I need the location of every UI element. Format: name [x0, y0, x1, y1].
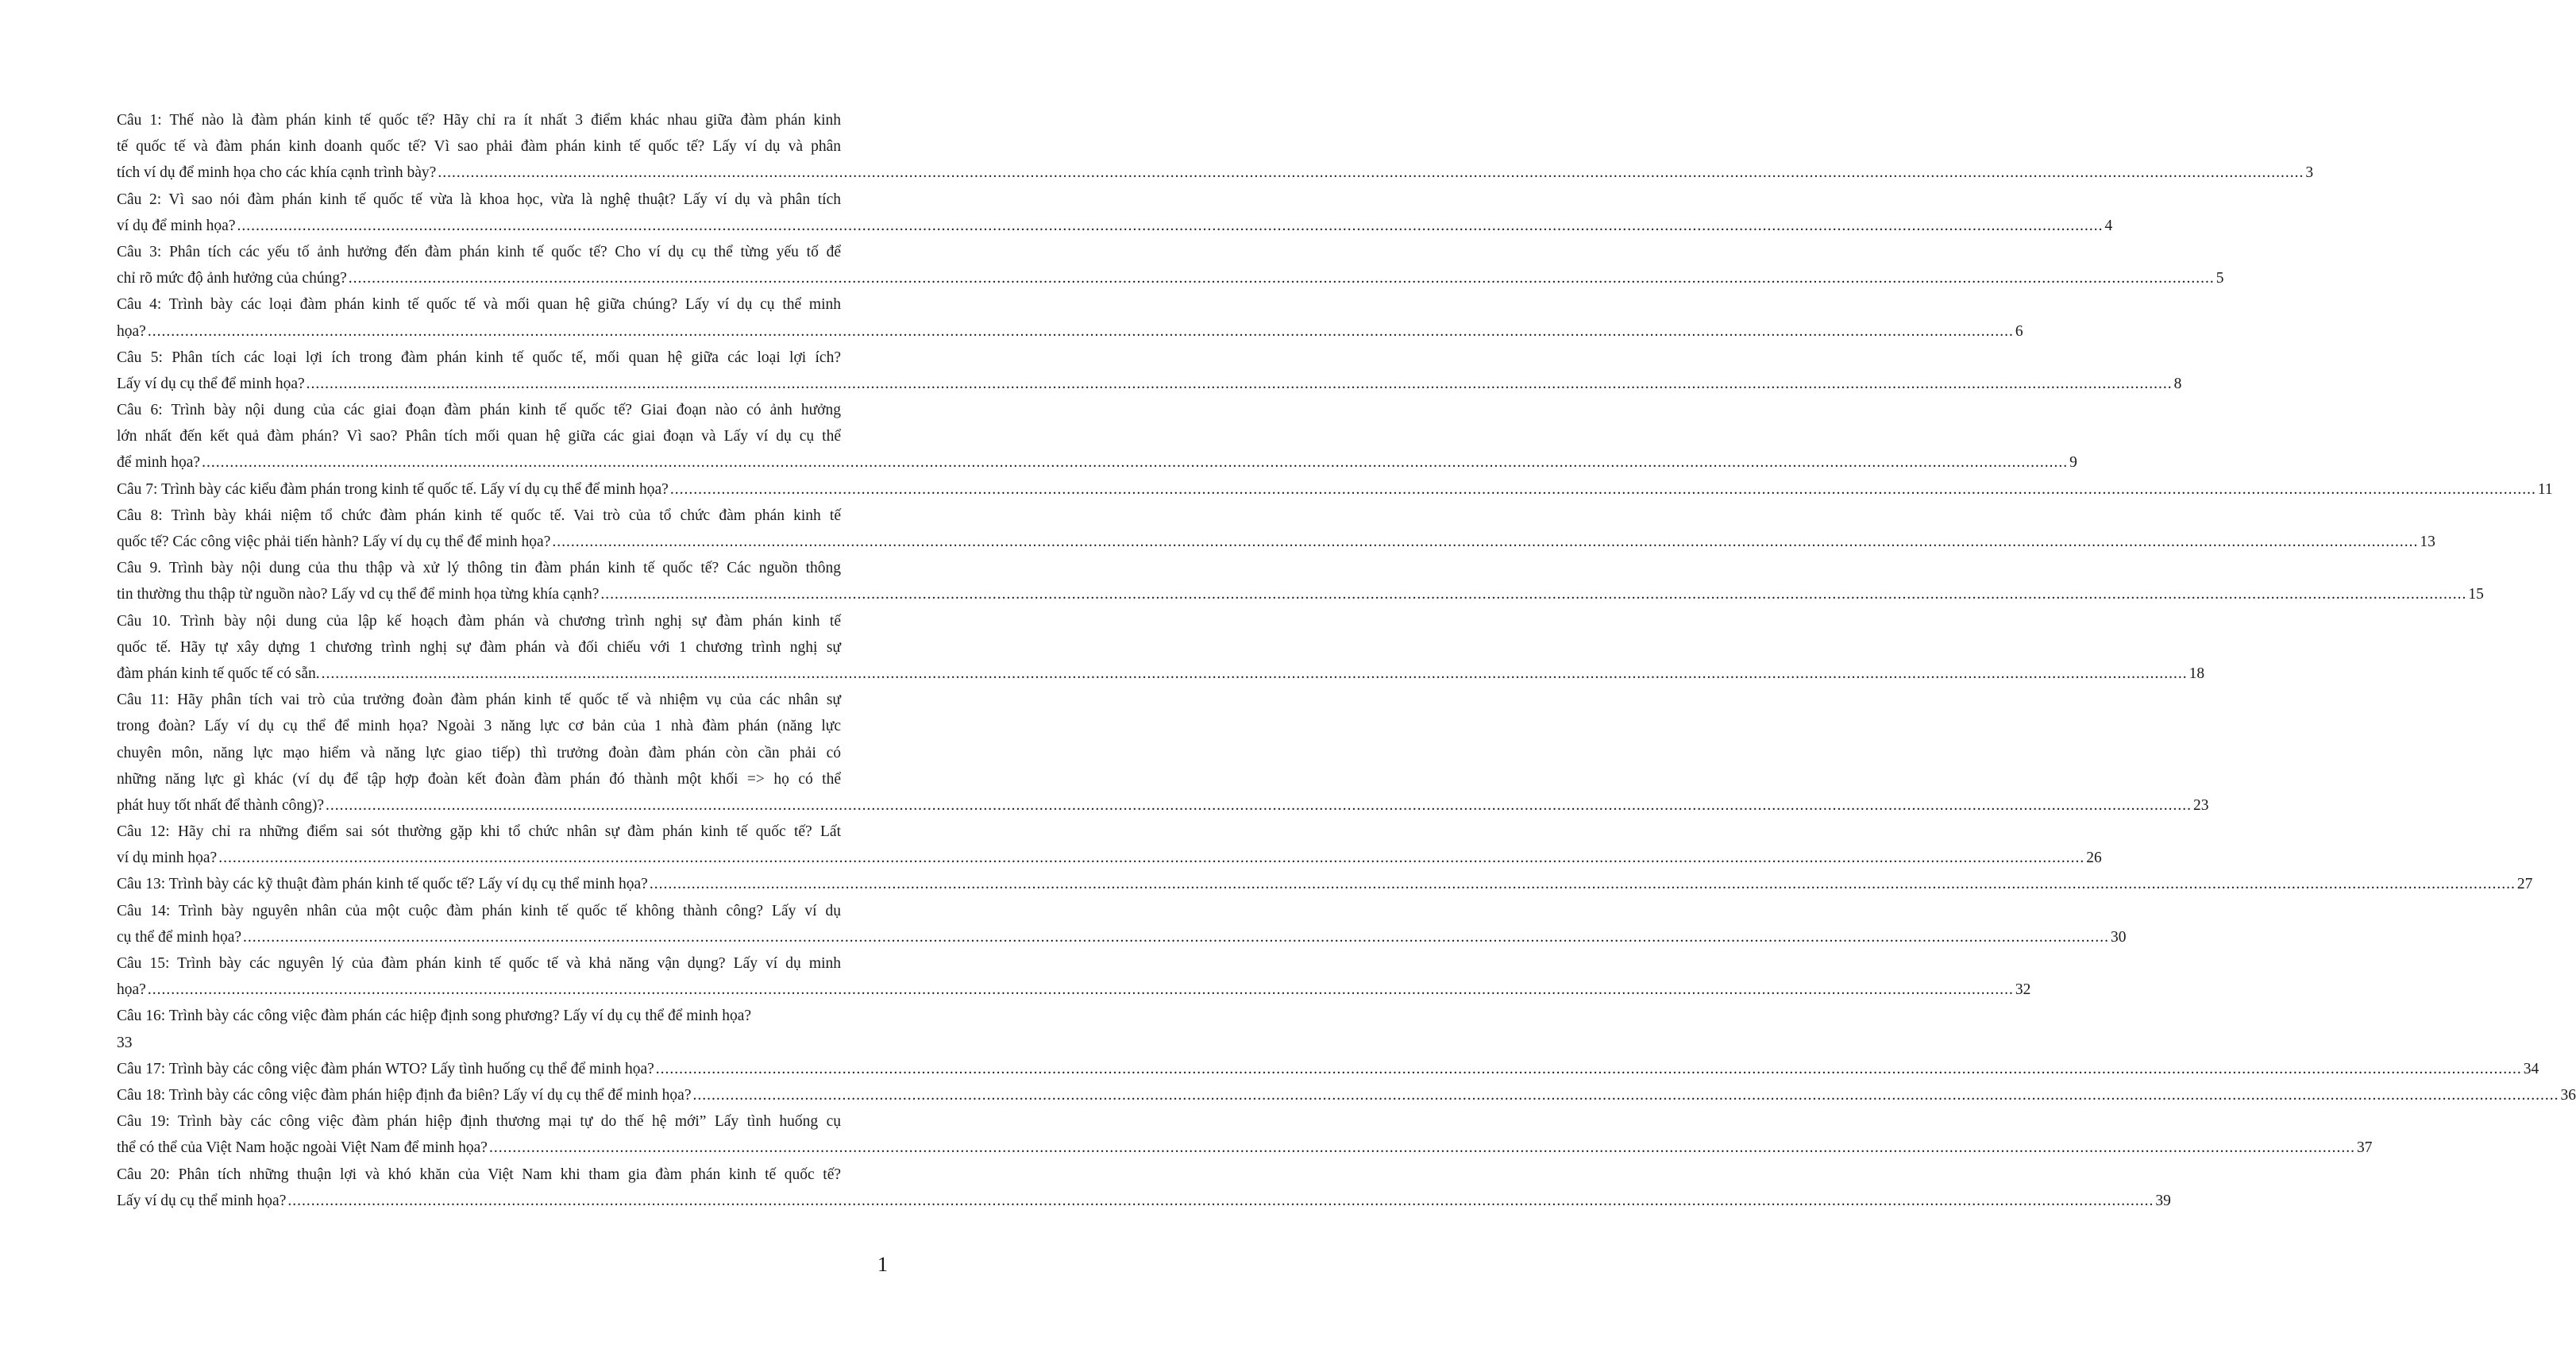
toc-page-number: 6: [2015, 322, 2023, 340]
toc-page-number: 11: [2537, 480, 2553, 498]
toc-entry-final-line: [117, 1056, 2539, 1082]
toc-entry-line: quốc tế. Hãy tự xây dựng 1 chương trình nghị sự đàm phán và đối chiếu với 1 chương trình nghị sự: [117, 638, 841, 656]
toc-entry-final-line: [117, 476, 2553, 503]
toc-entry-final-line: [117, 977, 2031, 1003]
dot-leader: ................................................................................................................................................................................................................................................................................................................................................................................................................: [321, 665, 2188, 682]
toc-page-number: 36: [2560, 1086, 2576, 1104]
toc-entry-final-line: [117, 529, 2435, 555]
toc-page-number: 8: [2173, 375, 2182, 392]
toc-entry[interactable]: [117, 345, 2182, 397]
toc-page-number: 34: [2523, 1060, 2539, 1077]
toc-entry-line: Câu 13: Trình bày các kỹ thuật đàm phán kinh tế quốc tế? Lấy ví dụ cụ thể minh họa?: [117, 876, 648, 893]
toc-entry-line: Câu 7: Trình bày các kiểu đàm phán trong kinh tế quốc tế. Lấy ví dụ cụ thể để minh họa?: [117, 480, 669, 498]
dot-leader: ................................................................................................................................................................................................................................................................................................................................................................................................................: [438, 164, 2304, 182]
toc-entry-final-line: [117, 792, 2209, 819]
toc-entry-final-line: [117, 449, 2077, 476]
dot-leader: ................................................................................................................................................................................................................................................................................................................................................................................................................: [147, 322, 2014, 340]
dot-leader: ................................................................................................................................................................................................................................................................................................................................................................................................................: [488, 1139, 2355, 1157]
dot-leader: ................................................................................................................................................................................................................................................................................................................................................................................................................: [655, 1060, 2522, 1077]
toc-page-number: 32: [2015, 981, 2031, 999]
dot-leader: ................................................................................................................................................................................................................................................................................................................................................................................................................: [237, 217, 2104, 234]
toc-entry-line: tin thường thu thập từ nguồn nào? Lấy vd cụ thể để minh họa từng khía cạnh?: [117, 586, 600, 603]
toc-entry[interactable]: [117, 1056, 2539, 1082]
toc-entry-line: Câu 10. Trình bày nội dung của lập kế hoạch đàm phán và chương trình nghị sự đàm phán kinh tế: [117, 612, 841, 630]
toc-page-number: 30: [2111, 928, 2127, 946]
toc-entry-line: Câu 16: Trình bày các công việc đàm phán các hiệp định song phương? Lấy ví dụ cụ thể để minh họa?: [117, 1008, 752, 1025]
toc-entry-line: tích ví dụ để minh họa cho các khía cạnh trình bày?: [117, 164, 437, 182]
dot-leader: ................................................................................................................................................................................................................................................................................................................................................................................................................: [600, 586, 2467, 603]
toc-page-number: 39: [2155, 1192, 2171, 1209]
toc-entry-line: Lấy ví dụ cụ thể để minh họa?: [117, 375, 305, 392]
toc-entry-final-line: [117, 924, 2127, 950]
toc-entry-final-line: [117, 1188, 2171, 1214]
toc-entry[interactable]: [117, 687, 2209, 819]
toc-entry-line: đàm phán kinh tế quốc tế có sẵn.: [117, 665, 320, 682]
dot-leader: ................................................................................................................................................................................................................................................................................................................................................................................................................: [326, 796, 2192, 814]
toc-entry-line: Câu 4: Trình bày các loại đàm phán kinh tế quốc tế và mối quan hệ giữa chúng? Lấy ví dụ cụ thể minh: [117, 296, 841, 314]
toc-entry[interactable]: [117, 397, 2077, 476]
toc-page-number: 27: [2516, 876, 2533, 893]
toc-entry-final-line: [117, 265, 2224, 291]
toc-entry-line: Câu 19: Trình bày các công việc đàm phán hiệp định thương mại tự do thế hệ mới” Lấy tình huống cụ: [117, 1113, 841, 1131]
toc-entry-final-line: [117, 160, 2314, 186]
toc-entry[interactable]: [117, 950, 2031, 1003]
dot-leader: ................................................................................................................................................................................................................................................................................................................................................................................................................: [287, 1192, 2154, 1209]
toc-entry[interactable]: [117, 1082, 2576, 1108]
dot-leader: ................................................................................................................................................................................................................................................................................................................................................................................................................: [692, 1086, 2559, 1104]
toc-entry-line: Câu 12: Hãy chỉ ra những điểm sai sót thường gặp khi tổ chức nhân sự đàm phán kinh tế quốc tế? Lất: [117, 823, 841, 841]
toc-entry-final-line: [117, 661, 2205, 687]
toc-entry-line: thể có thể của Việt Nam hoặc ngoài Việt Nam để minh họa?: [117, 1139, 488, 1157]
toc-entry[interactable]: [117, 1162, 2171, 1214]
toc-page-number: 33: [117, 1034, 133, 1051]
toc-entry-final-line: [117, 1003, 841, 1029]
toc-entry-final-line: [117, 213, 2113, 239]
toc-entry-line: ví dụ để minh họa?: [117, 217, 236, 234]
dot-leader: ................................................................................................................................................................................................................................................................................................................................................................................................................: [669, 480, 2536, 498]
toc-page-number: 26: [2086, 850, 2102, 867]
toc-page-number: 15: [2468, 586, 2484, 603]
toc-entry-line: Câu 3: Phân tích các yếu tố ảnh hưởng đến đàm phán kinh tế quốc tế? Cho ví dụ cụ thể từng yếu tố để: [117, 243, 841, 260]
toc-page-number: 23: [2193, 796, 2209, 814]
toc-entry[interactable]: [117, 239, 2224, 291]
toc-entry[interactable]: [117, 555, 2484, 607]
toc-entry-line: Câu 18: Trình bày các công việc đàm phán hiệp định đa biên? Lấy ví dụ cụ thể để minh họa?: [117, 1086, 692, 1104]
dot-leader: ................................................................................................................................................................................................................................................................................................................................................................................................................: [649, 876, 2516, 893]
toc-entry[interactable]: [117, 476, 2553, 503]
page-number: 1: [877, 1253, 888, 1276]
toc-entry-line: Lấy ví dụ cụ thể minh họa?: [117, 1192, 287, 1209]
toc-page-line: [117, 1030, 841, 1056]
dot-leader: ................................................................................................................................................................................................................................................................................................................................................................................................................: [552, 534, 2419, 550]
toc-entry-line: họa?: [117, 981, 146, 999]
toc-entry-line: để minh họa?: [117, 454, 201, 472]
dot-leader: ................................................................................................................................................................................................................................................................................................................................................................................................................: [218, 850, 2085, 867]
toc-page-number: 9: [2069, 454, 2077, 472]
toc-entry[interactable]: [117, 291, 2023, 344]
toc-entry[interactable]: [117, 107, 2314, 187]
toc-entry-final-line: [117, 845, 2102, 871]
toc-entry-final-line: [117, 871, 2533, 897]
toc-entry[interactable]: [117, 187, 2113, 239]
toc-page-number: 13: [2420, 534, 2435, 550]
toc-entry-line: quốc tế? Các công việc phải tiến hành? Lấy ví dụ cụ thể để minh họa?: [117, 534, 551, 550]
toc-page-number: 37: [2356, 1139, 2373, 1157]
dot-leader: ................................................................................................................................................................................................................................................................................................................................................................................................................: [243, 928, 2110, 946]
toc-entry-line: tế quốc tế và đàm phán kinh doanh quốc tế? Vì sao phải đàm phán kinh tế quốc tế? Lấy ví dụ và phân: [117, 138, 841, 156]
toc-entry-line: Câu 6: Trình bày nội dung của các giai đoạn đàm phán kinh tế quốc tế? Giai đoạn nào có ảnh hưởng: [117, 402, 841, 419]
table-of-contents: [117, 107, 2576, 1214]
dot-leader: ................................................................................................................................................................................................................................................................................................................................................................................................................: [147, 981, 2014, 999]
toc-entry-line: Câu 1: Thế nào là đàm phán kinh tế quốc tế? Hãy chỉ ra ít nhất 3 điểm khác nhau giữa đàm phán kinh: [117, 112, 841, 129]
toc-entry-final-line: [117, 1082, 2576, 1108]
toc-entry-line: Câu 14: Trình bày nguyên nhân của một cuộc đàm phán kinh tế quốc tế không thành công? Lấy ví dụ: [117, 902, 841, 919]
toc-entry-line: chuyên môn, năng lực mạo hiểm và năng lực giao tiếp) thì trưởng đoàn đàm phán còn cần phải có: [117, 744, 841, 761]
toc-entry[interactable]: [117, 1108, 2373, 1161]
toc-entry-line: ví dụ minh họa?: [117, 850, 218, 867]
toc-entry-final-line: [117, 581, 2484, 607]
toc-entry-line: Câu 15: Trình bày các nguyên lý của đàm phán kinh tế quốc tế và khả năng vận dụng? Lấy ví dụ minh: [117, 955, 841, 972]
toc-entry[interactable]: [117, 503, 2435, 555]
dot-leader: ................................................................................................................................................................................................................................................................................................................................................................................................................: [348, 270, 2215, 287]
toc-entry-final-line: [117, 318, 2023, 345]
toc-entry-line: lớn nhất đến kết quả đàm phán? Vì sao? Phân tích mối quan hệ giữa các giai đoạn và Lấy ví dụ cụ thể: [117, 428, 841, 445]
toc-page-number: 5: [2215, 270, 2224, 287]
toc-entry-line: Câu 5: Phân tích các loại lợi ích trong đàm phán kinh tế quốc tế, mối quan hệ giữa các loại lợi ích?: [117, 349, 841, 366]
toc-entry-line: trong đoàn? Lấy ví dụ cụ thể để minh họa? Ngoài 3 năng lực cơ bản của 1 nhà đàm phán (năng lực: [117, 718, 841, 735]
toc-page-number: 4: [2104, 217, 2113, 234]
toc-entry-line: cụ thể để minh họa?: [117, 928, 242, 946]
toc-entry[interactable]: [117, 608, 2205, 688]
toc-entry-line: họa?: [117, 322, 146, 340]
toc-entry[interactable]: [117, 898, 2127, 950]
toc-entry-final-line: [117, 1135, 2373, 1161]
toc-entry-line: những năng lực gì khác (ví dụ để tập hợp đoàn kết đoàn đàm phán đó thành một khối => họ có thể: [117, 770, 841, 788]
dot-leader: ................................................................................................................................................................................................................................................................................................................................................................................................................: [306, 375, 2173, 392]
toc-entry-line: phát huy tốt nhất để thành công)?: [117, 796, 325, 814]
toc-entry-line: Câu 20: Phân tích những thuận lợi và khó khăn của Việt Nam khi tham gia đàm phán kinh tế quốc tế?: [117, 1166, 841, 1183]
toc-entry-final-line: [117, 371, 2182, 397]
toc-entry-line: Câu 8: Trình bày khái niệm tổ chức đàm phán kinh tế quốc tế. Vai trò của tổ chức đàm phán kinh tế: [117, 507, 841, 524]
toc-entry[interactable]: [117, 1003, 841, 1055]
toc-entry-line: chỉ rõ mức độ ảnh hưởng của chúng?: [117, 270, 347, 287]
dot-leader: ................................................................................................................................................................................................................................................................................................................................................................................................................: [202, 454, 2069, 472]
toc-page-number: 18: [2188, 665, 2205, 682]
toc-entry-line: Câu 2: Vì sao nói đàm phán kinh tế quốc tế vừa là khoa học, vừa là nghệ thuật? Lấy ví dụ và phân tích: [117, 191, 841, 208]
toc-entry-line: Câu 11: Hãy phân tích vai trò của trưởng đoàn đàm phán kinh tế quốc tế và nhiệm vụ của các nhân sự: [117, 692, 841, 709]
toc-entry-line: Câu 17: Trình bày các công việc đàm phán WTO? Lấy tình huống cụ thể để minh họa?: [117, 1060, 654, 1077]
toc-entry[interactable]: [117, 871, 2533, 897]
toc-entry-line: Câu 9. Trình bày nội dung của thu thập và xử lý thông tin đàm phán kinh tế quốc tế? Các nguồn thông: [117, 560, 841, 577]
toc-page-number: 3: [2305, 164, 2314, 182]
toc-entry[interactable]: [117, 819, 2102, 871]
